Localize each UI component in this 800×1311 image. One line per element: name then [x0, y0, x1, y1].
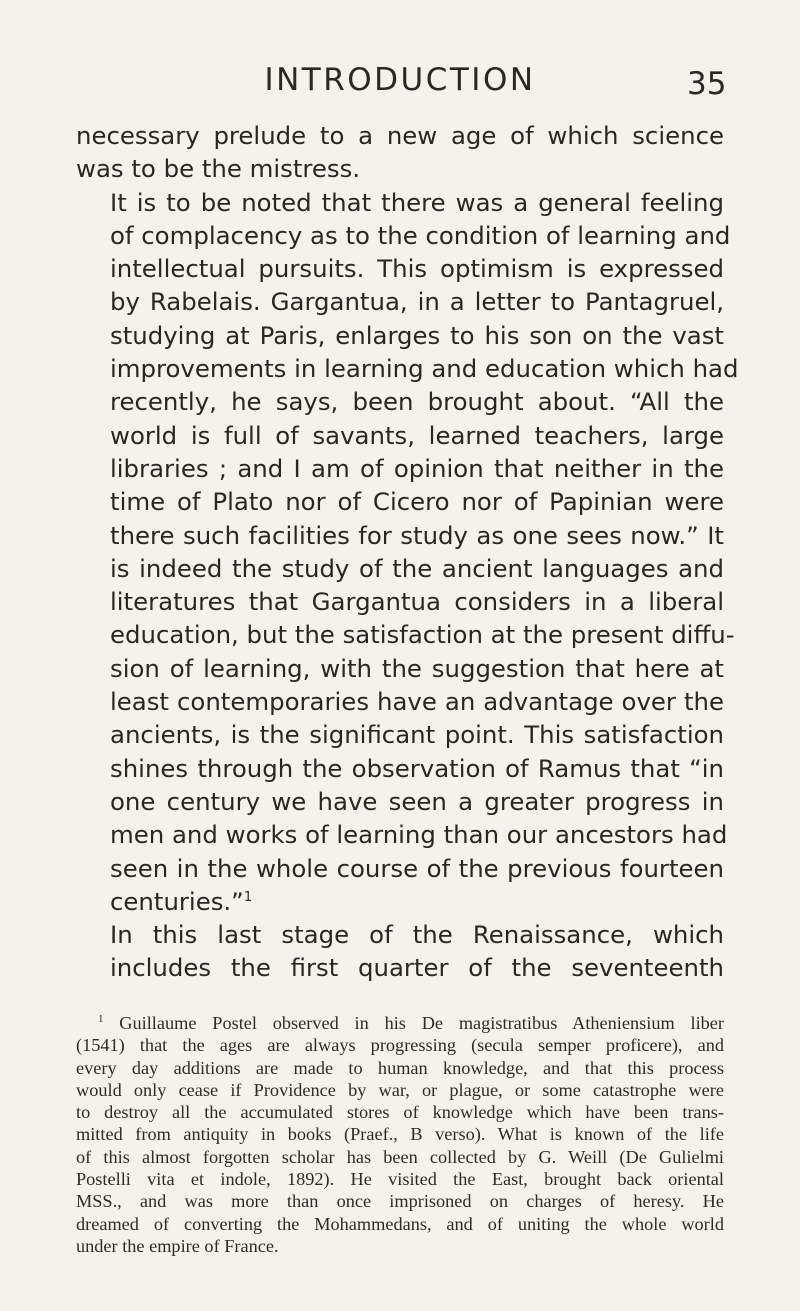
footnote-line: would only cease if Providence by war, or plague, or some catastrophe were [76, 1079, 724, 1100]
text-line [76, 885, 724, 918]
body-text [76, 119, 739, 985]
paragraph [76, 119, 724, 186]
text-line: by Rabelais. Gargantua, in a letter to Pantagruel, [110, 287, 724, 317]
footnote-line: Postelli vita et indole, 1892). He visited the East, brought back oriental [76, 1169, 724, 1190]
footnote-line: mitted from antiquity in books (Praef., B verso). What is known of the life [76, 1124, 724, 1145]
text-line: was to be the mistress. [76, 154, 361, 184]
running-head: INTRODUCTION [264, 62, 536, 98]
text-line: sion of learning, with the suggestion that here at [110, 653, 724, 683]
text-line: is indeed the study of the ancient languages and [110, 553, 724, 583]
text-line: includes the first quarter of the seventeenth [110, 953, 724, 983]
footnote-reference[interactable]: 1 [243, 889, 253, 905]
paragraph [76, 186, 739, 919]
text-line: education, but the satisfaction at the present diffu- [110, 620, 735, 650]
text-line: seen in the whole course of the previous fourteen [110, 853, 724, 883]
footnote-line: under the empire of France. [76, 1235, 279, 1256]
text-line: least contemporaries have an advantage over the [110, 687, 724, 717]
text-line: libraries ; and I am of opinion that neither in the [110, 453, 724, 483]
page-number: 35 [687, 66, 727, 102]
text-line: there such facilities for study as one sees now.” It [110, 520, 724, 550]
text-line: intellectual pursuits. This optimism is expressed [110, 254, 724, 284]
text-line: studying at Paris, enlarges to his son on the vast [110, 320, 724, 350]
text-line-content: centuries.” [110, 886, 244, 916]
text-line: of complacency as to the condition of learning and [110, 220, 731, 250]
footnote-marker: 1 [98, 1012, 104, 1025]
footnote-line: of this almost forgotten scholar has been collected by G. Weill (De Gulielmi [76, 1146, 724, 1167]
text-line: one century we have seen a greater progress in [110, 786, 724, 816]
text-line: In this last stage of the Renaissance, which [110, 920, 724, 950]
text-line: improvements in learning and education which had [110, 354, 739, 384]
text-line: men and works of learning than our ancestors had [110, 820, 728, 850]
footnote-line: to destroy all the accumulated stores of knowledge which have been trans- [76, 1102, 724, 1123]
footnote-line: every day additions are made to human knowledge, and that this process [76, 1057, 724, 1078]
text-line: literatures that Gargantua considers in a liberal [110, 587, 724, 617]
text-line: shines through the observation of Ramus that “in [110, 753, 724, 783]
footnote-line: (1541) that the ages are always progressing (secula semper proficere), and [76, 1035, 724, 1056]
footnote-line: MSS., and was more than once imprisoned on charges of heresy. He [76, 1191, 724, 1212]
text-line: ancients, is the significant point. This satisfaction [110, 720, 724, 750]
text-line: recently, he says, been brought about. “All the [110, 387, 724, 417]
text-line: time of Plato nor of Cicero nor of Papinian were [110, 487, 724, 517]
text-line: It is to be noted that there was a general feeling [110, 187, 724, 217]
footnote-line: dreamed of converting the Mohammedans, and of uniting the whole world [76, 1213, 724, 1234]
footnote-line [76, 1012, 724, 1034]
footnote-line-content: Guillaume Postel observed in his De magistratibus Atheniensium liber [103, 1013, 724, 1033]
footnote [76, 1012, 724, 1257]
text-line: necessary prelude to a new age of which science [76, 121, 724, 150]
text-line: world is full of savants, learned teachers, large [110, 420, 724, 450]
paragraph [76, 918, 724, 985]
